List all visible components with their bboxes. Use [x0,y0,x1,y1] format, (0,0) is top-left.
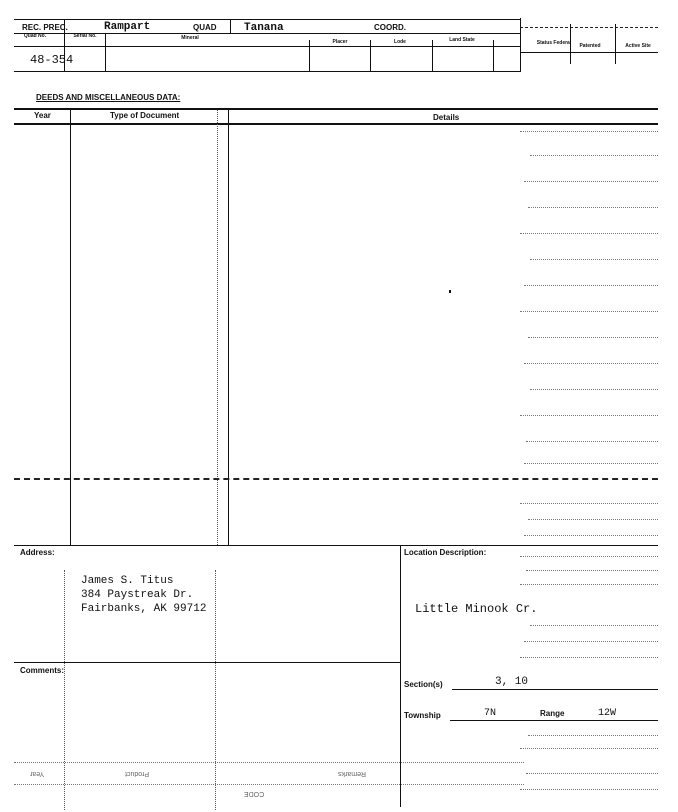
bleed-remarks: Remarks [338,770,367,777]
details-header: Details [433,113,460,122]
year-header: Year [34,111,51,120]
bleed-year: Year [30,770,45,777]
quad-no-header: Quad No. [23,33,47,39]
address-city: Fairbanks, AK 99712 [81,603,207,615]
rec-prec-label: REC. PREC. [22,23,68,32]
placer-header: Placer [332,39,348,45]
rec-prec-value: Rampart [104,21,151,33]
address-street: 384 Paystreak Dr. [81,589,194,601]
lode-header: Lode [394,39,406,45]
patented-header: Patented [579,43,601,49]
range-label: Range [540,709,565,718]
mineral-header: Mineral [181,35,199,41]
deeds-section-title: DEEDS AND MISCELLANEOUS DATA: [36,93,181,102]
bleed-product: Product [125,770,150,777]
active-site-header: Active Site [625,43,651,49]
address-name: James S. Titus [81,575,174,587]
location-description-label: Location Description: [404,548,487,557]
township-label: Township [404,711,441,720]
range-value: 12W [598,708,617,719]
section-label: Section(s) [404,680,443,689]
quad-value: Tanana [244,22,284,34]
location-value: Little Minook Cr. [415,602,538,616]
land-state-header: Land State [449,37,475,43]
quad-label: QUAD [193,23,217,32]
township-value: 7N [484,708,497,719]
comments-label: Comments: [20,666,65,675]
section-value: 3, 10 [495,676,529,688]
type-of-document-header: Type of Document [110,111,180,120]
address-label: Address: [20,548,55,557]
record-number: 48-354 [30,53,74,67]
coord-label: COORD. [374,23,406,32]
bleed-code: CODE [244,790,265,797]
status-federal-header: Status Federal [536,40,572,46]
serial-no-header: Serial No. [73,33,97,39]
